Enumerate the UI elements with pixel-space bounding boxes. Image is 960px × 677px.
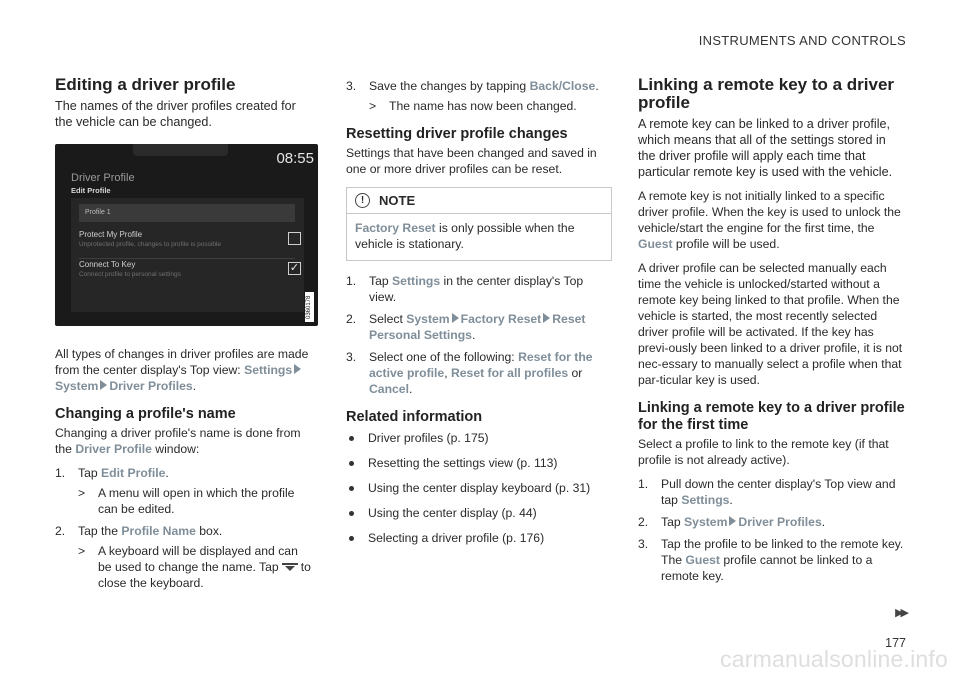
continue-chevron-icon: ▶▶ xyxy=(895,607,906,619)
step-post: . xyxy=(165,466,169,480)
page-header: INSTRUMENTS AND CONTROLS xyxy=(698,33,906,48)
link-reset-active-profile: Reset for the active profile xyxy=(369,350,593,380)
bullet-icon xyxy=(349,461,354,466)
step-item xyxy=(55,523,313,591)
step-post: in the center display's Top view. xyxy=(369,274,584,304)
close-keyboard-icon xyxy=(282,563,298,572)
step-result xyxy=(78,543,313,591)
option-description: Connect profile to personal settings xyxy=(79,271,181,278)
list-item xyxy=(346,480,612,496)
step-pre: Pull down the center display's Top view and tap xyxy=(661,477,896,507)
arrow-right-icon xyxy=(100,380,107,390)
step-post: box. xyxy=(195,524,223,538)
editing-intro: The names of the driver profiles created for the vehicle can be changed. xyxy=(55,99,296,129)
linking-para-1 xyxy=(638,188,906,252)
figure-code: 0360178 xyxy=(305,292,314,322)
result-text-pre: A keyboard will be displayed and can be used to change the name. Tap xyxy=(98,544,298,574)
path-intro: All types of changes in driver profiles are made from the center display's Top view: xyxy=(55,347,309,377)
list-item xyxy=(346,505,612,521)
link-back-close: Back/Close xyxy=(529,79,596,93)
changing-name-intro xyxy=(55,425,313,457)
screen-pulldown-tab xyxy=(133,144,228,156)
step-number: 2. xyxy=(55,524,66,538)
step-number: 2. xyxy=(346,312,357,326)
related-text: Using the center display keyboard (p. 31) xyxy=(368,481,591,495)
step-pre: Select one of the following: xyxy=(369,350,519,364)
link-factory-reset: Factory Reset xyxy=(355,221,436,235)
screen-option-connect-key xyxy=(79,260,300,286)
intro-post: window: xyxy=(151,442,200,456)
section-title-editing-driver-profile: Editing a driver profile xyxy=(55,75,236,94)
screen-option-protect-profile xyxy=(79,230,295,256)
link-edit-profile: Edit Profile xyxy=(101,466,166,480)
step-pre: Save the changes by tapping xyxy=(369,79,530,93)
link-factory-reset: Factory Reset xyxy=(460,312,542,326)
arrow-right-icon xyxy=(543,313,550,323)
result-marker: > xyxy=(78,544,86,558)
note-body xyxy=(347,214,611,260)
link-settings: Settings xyxy=(681,493,730,507)
step-pre: Tap the profile to be linked to the remote key. The xyxy=(661,537,904,567)
step-item xyxy=(55,465,313,517)
step-number: 1. xyxy=(55,466,66,480)
step-number: 3. xyxy=(346,79,357,93)
screen-subtitle: Edit Profile xyxy=(71,186,111,195)
link-settings: Settings xyxy=(244,363,293,377)
arrow-right-icon xyxy=(452,313,459,323)
step-pre: Tap the xyxy=(78,524,122,538)
step-result xyxy=(369,98,612,114)
step-item xyxy=(346,78,612,114)
linking-intro: A remote key can be linked to a driver profile, which means that all of the settings stored in the driver profile will apply each time that particular remote key is used with the vehicle. xyxy=(638,117,893,179)
arrow-right-icon xyxy=(729,516,736,526)
screen-clock: 08:55 xyxy=(276,150,314,167)
step-item xyxy=(346,311,612,343)
step-pre: Tap xyxy=(369,274,393,288)
step-item xyxy=(638,514,906,530)
checkbox-unchecked-icon xyxy=(288,232,301,245)
step-post: . xyxy=(595,79,599,93)
link-cancel: Cancel xyxy=(369,382,409,396)
related-text: Driver profiles (p. 175) xyxy=(368,431,489,445)
note-label: NOTE xyxy=(379,193,416,208)
result-marker: > xyxy=(369,99,377,113)
separator: , xyxy=(444,366,451,380)
section-title-first-time: Linking a remote key to a driver profile for the first time xyxy=(638,400,905,433)
screen-divider xyxy=(79,258,295,259)
step-pre: Select xyxy=(369,312,407,326)
step-number: 1. xyxy=(346,274,357,288)
step-number: 2. xyxy=(638,515,649,529)
step-result xyxy=(78,485,313,517)
related-text: Using the center display (p. 44) xyxy=(368,506,537,520)
bullet-icon xyxy=(349,436,354,441)
para-pre: A remote key is not initially linked to a specific driver profile. When the key is used to unlock the vehicle/start the engine for the first time, the xyxy=(638,189,901,235)
link-settings: Settings xyxy=(392,274,441,288)
section-title-resetting: Resetting driver profile changes xyxy=(346,126,568,142)
link-driver-profile: Driver Profile xyxy=(75,442,152,456)
link-system: System xyxy=(684,515,728,529)
related-text: Resetting the settings view (p. 113) xyxy=(368,456,558,470)
step-number: 1. xyxy=(638,477,649,491)
section-title-linking-remote-key: Linking a remote key to a driver profile xyxy=(638,75,895,112)
screen-profile-name-field: Profile 1 xyxy=(79,204,295,222)
step-number: 3. xyxy=(346,350,357,364)
link-driver-profiles: Driver Profiles xyxy=(738,515,822,529)
arrow-right-icon xyxy=(294,364,301,374)
list-item xyxy=(346,455,612,471)
link-driver-profiles: Driver Profiles xyxy=(109,379,193,393)
column-1 xyxy=(55,76,313,597)
list-item xyxy=(346,430,612,446)
bullet-icon xyxy=(349,511,354,516)
list-item xyxy=(346,530,612,546)
linking-para-2: A driver profile can be selected manually each time the vehicle is unlocked/started without a remote key being linked to that profile. When the vehicle is started, the most recently selected driver profile will be activated. If the key has previ-ously been linked to a driver profile, it is not nec-essary to manually select a profile when that par-ticular key is used. xyxy=(638,261,903,387)
link-profile-name: Profile Name xyxy=(121,524,196,538)
linking-steps xyxy=(638,476,906,584)
screen-title: Driver Profile xyxy=(71,172,135,184)
warning-icon: ! xyxy=(355,193,370,208)
option-title: Connect To Key xyxy=(79,260,136,269)
step-post: . xyxy=(821,515,826,529)
section-title-related: Related information xyxy=(346,409,483,425)
result-text: The name has now been changed. xyxy=(389,99,577,113)
link-system: System xyxy=(55,379,99,393)
step-post: . xyxy=(408,382,413,396)
page-number: 177 xyxy=(885,636,906,650)
related-list xyxy=(346,430,612,546)
result-text: A menu will open in which the profile can be edited. xyxy=(98,486,295,516)
resetting-intro: Settings that have been changed and saved in one or more driver profiles can be reset. xyxy=(346,146,597,176)
bullet-icon xyxy=(349,486,354,491)
step-post: profile cannot be linked to a remote key. xyxy=(661,553,873,583)
step-item xyxy=(638,536,906,584)
note-text: is only possible when the vehicle is stationary. xyxy=(355,221,575,251)
checkbox-checked-icon: ✓ xyxy=(289,262,300,274)
step-number: 3. xyxy=(638,537,649,551)
link-reset-all-profiles: Reset for all profiles xyxy=(450,366,569,380)
first-time-intro: Select a profile to link to the remote key (if that profile is not already active). xyxy=(638,437,889,467)
changing-name-steps xyxy=(55,465,313,591)
bullet-icon xyxy=(349,536,354,541)
section-title-changing-name: Changing a profile's name xyxy=(55,406,236,422)
option-title: Protect My Profile xyxy=(79,230,143,239)
step-post: . xyxy=(471,328,476,342)
path-end: . xyxy=(192,379,197,393)
column-3 xyxy=(638,76,906,590)
link-system: System xyxy=(406,312,450,326)
step-item xyxy=(346,349,612,397)
result-marker: > xyxy=(78,486,86,500)
intro-pre: Changing a driver profile's name is done from the xyxy=(55,426,301,456)
step-item xyxy=(346,273,612,305)
option-description: Unprotected profile, changes to profile is possible xyxy=(79,241,221,248)
top-view-path-text xyxy=(55,346,313,394)
step-pre: Tap xyxy=(661,515,685,529)
step-item xyxy=(638,476,906,508)
separator: or xyxy=(568,366,583,380)
link-guest: Guest xyxy=(685,553,720,567)
step-pre: Tap xyxy=(78,466,102,480)
link-reset-personal-settings: Reset Personal Settings xyxy=(369,312,586,342)
related-text: Selecting a driver profile (p. 176) xyxy=(368,531,545,545)
para-post: profile will be used. xyxy=(672,237,780,251)
driver-profile-screen-figure xyxy=(55,144,318,326)
note-header xyxy=(347,188,611,214)
reset-steps xyxy=(346,273,612,397)
step-post: . xyxy=(729,493,733,507)
save-step xyxy=(346,78,612,114)
watermark: carmanualsonline.info xyxy=(720,646,948,672)
result-text-post: to close the keyboard. xyxy=(98,560,311,590)
link-guest: Guest xyxy=(638,237,673,251)
column-2 xyxy=(346,76,612,555)
note-box xyxy=(346,187,612,261)
